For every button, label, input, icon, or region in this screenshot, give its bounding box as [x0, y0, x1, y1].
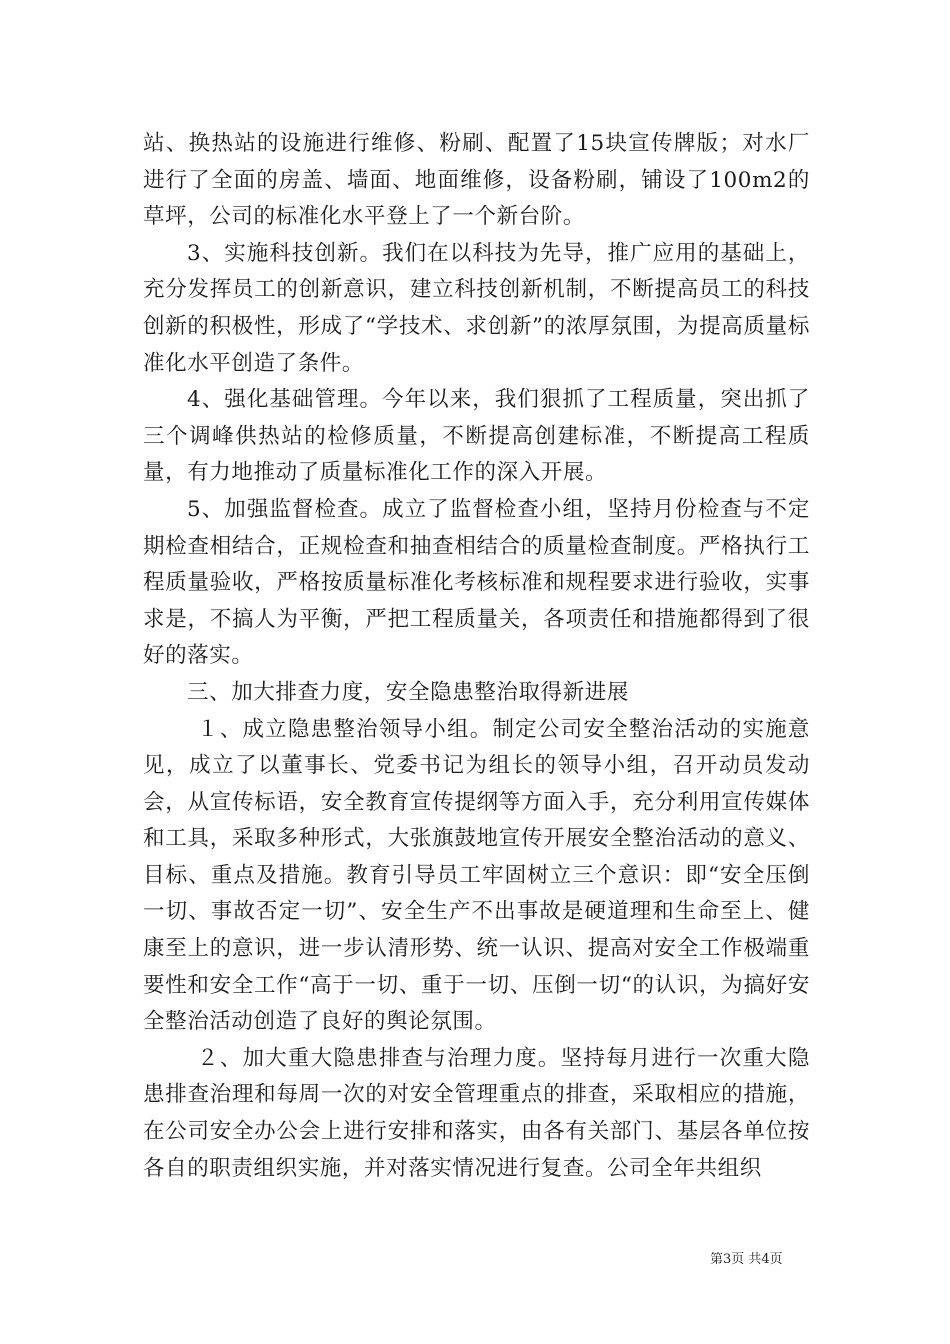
paragraph-item-5: 5、加强监督检查。成立了监督检查小组，坚持月份检查与不定期检查相结合，正规检查和抽查相结合的质量检查制度。严格执行工程质量验收，严格按质量标准化考核标准和规程要求进行验收，实事求是，不搞人为平衡，严把工程质量关，各项责任和措施都得到了很好的落实。 — [143, 496, 810, 669]
document-body — [143, 126, 810, 1187]
page-footer — [710, 1248, 783, 1267]
page-number-label: 第3页 共4页 — [710, 1252, 783, 1267]
paragraph-item-4: 4、强化基础管理。今年以来，我们狠抓了工程质量，突出抓了三个调峰供热站的检修质量，不断提高创建标准，不断提高工程质量，有力地推动了质量标准化工作的深入开展。 — [143, 387, 810, 486]
paragraph-continuation: 站、换热站的设施进行维修、粉刷、配置了15块宣传牌版；对水厂进行了全面的房盖、墙面、地面维修，设备粉刷，铺设了100m2的草坪，公司的标准化水平登上了一个新台阶。 — [143, 131, 810, 230]
section-heading-3: 三、加大排查力度，安全隐患整治取得新进展 — [187, 679, 630, 705]
paragraph-sub-2: ２、加大重大隐患排查与治理力度。坚持每月进行一次重大隐患排查治理和每周一次的对安全管理重点的排查，采取相应的措施，在公司安全办公会上进行安排和落实，由各有关部门、基层各单位按各自的职责组织实施，并对落实情况进行复查。公司全年共组织 — [143, 1045, 810, 1181]
paragraph-sub-1: １、成立隐患整治领导小组。制定公司安全整治活动的实施意见，成立了以董事长、党委书记为组长的领导小组，召开动员发动会，从宣传标语，安全教育宣传提纲等方面入手，充分利用宣传媒体和工具，采取多种形式，大张旗鼓地宣传开展安全整治活动的意义、目标、重点及措施。教育引导员工牢固树立三个意识：即“安全压倒一切、事故否定一切”、安全生产不出事故是硬道理和生命至上、健康至上的意识，进一步认清形势、统一认识、提高对安全工作极端重要性和安全工作“高于一切、重于一切、压倒一切“的认识，为搞好安全整治活动创造了良好的舆论氛围。 — [143, 716, 810, 1035]
paragraph-item-3: 3、实施科技创新。我们在以科技为先导，推广应用的基础上，充分发挥员工的创新意识，建立科技创新机制，不断提高员工的科技创新的积极性，形成了“学技术、求创新”的浓厚氛围，为提高质量标准化水平创造了条件。 — [143, 240, 810, 376]
